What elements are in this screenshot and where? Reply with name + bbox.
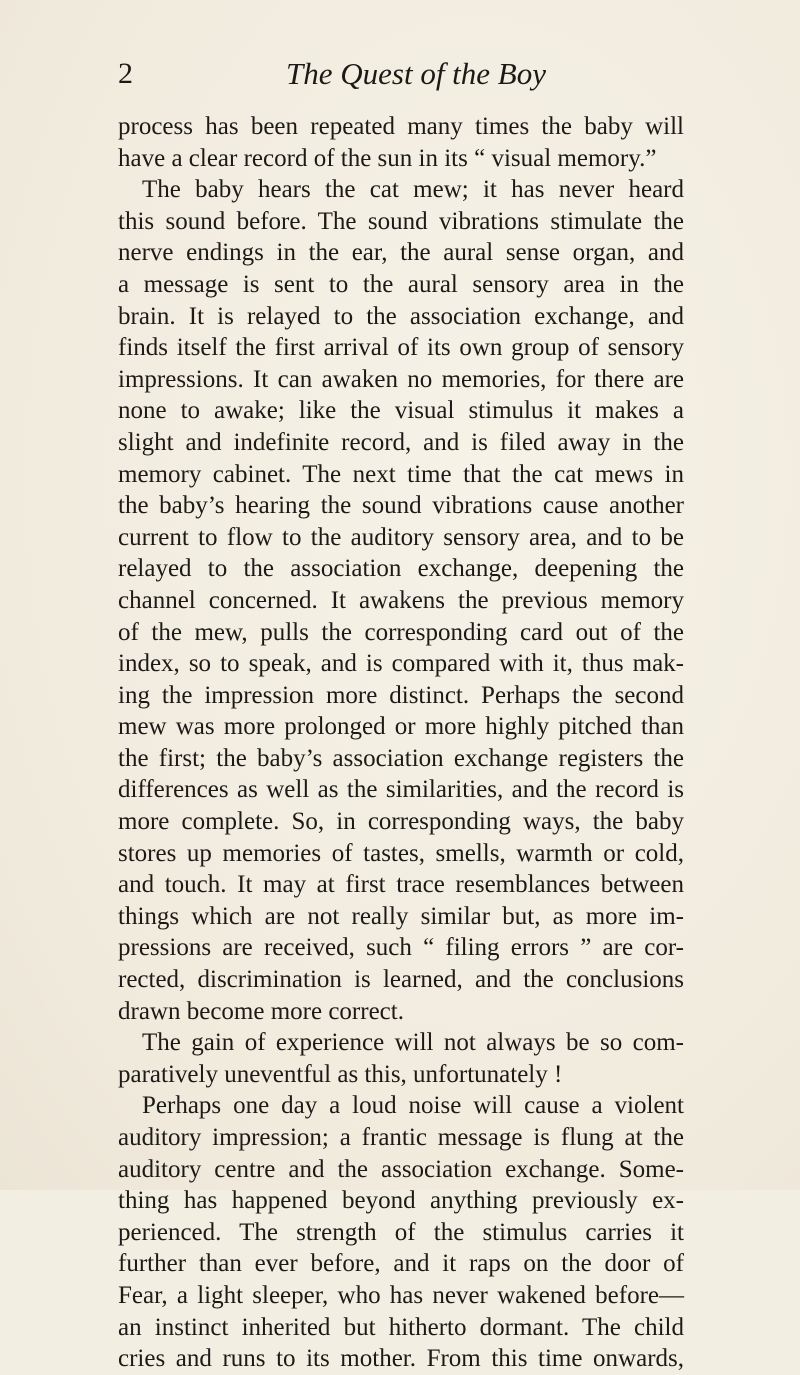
text-line: more complete. So, in corresponding ways, the baby <box>118 808 684 836</box>
text-line: relayed to the association exchange, deepening the <box>118 555 684 583</box>
text-line: pressions are received, such “ filing errors ” are cor- <box>118 934 684 962</box>
text-line: impressions. It can awaken no memories, for there are <box>118 365 684 393</box>
text-line: an instinct inherited but hitherto dormant. The child <box>118 1313 684 1341</box>
text-line: cries and runs to its mother. From this time onwards, <box>118 1345 684 1373</box>
text-line: process has been repeated many times the baby will <box>118 113 684 140</box>
text-line: stores up memories of tastes, smells, warmth or cold, <box>118 839 684 867</box>
text-line: perienced. The strength of the stimulus carries it <box>118 1218 684 1246</box>
text-line: auditory impression; a frantic message is flung at the <box>118 1124 684 1151</box>
page-header <box>118 54 682 98</box>
body-text <box>118 111 684 1375</box>
text-line: further than ever before, and it raps on the door of <box>118 1250 684 1278</box>
page-number: 2 <box>118 57 133 90</box>
text-line: The gain of experience will not always be so com- <box>142 1029 684 1057</box>
text-line: and touch. It may at first trace resemblances between <box>118 871 684 899</box>
text-line: slight and indefinite record, and is filed away in the <box>118 428 684 456</box>
text-line: index, so to speak, and is compared with it, thus mak- <box>118 650 684 678</box>
text-line: of the mew, pulls the corresponding card out of the <box>118 618 684 646</box>
text-line: current to flow to the auditory sensory area, and to be <box>118 523 684 551</box>
text-line: none to awake; like the visual stimulus it makes a <box>118 397 684 425</box>
text-line: the first; the baby’s association exchange registers the <box>118 744 684 772</box>
text-line: The baby hears the cat mew; it has never heard <box>142 176 684 204</box>
text-line: things which are not really similar but, as more im- <box>118 902 684 930</box>
text-line: ing the impression more distinct. Perhaps the second <box>118 681 684 709</box>
running-head-title: The Quest of the Boy <box>286 56 547 91</box>
text-line: rected, discrimination is learned, and the conclusions <box>118 966 684 994</box>
text-line: Perhaps one day a loud noise will cause a violent <box>142 1092 684 1120</box>
text-line: channel concerned. It awakens the previous memory <box>118 586 684 614</box>
text-line: a message is sent to the aural sensory area in the <box>118 270 684 298</box>
text-line: finds itself the first arrival of its own group of sensory <box>118 334 684 362</box>
text-line: differences as well as the similarities, and the record is <box>118 776 684 804</box>
text-line: memory cabinet. The next time that the cat mews in <box>118 460 684 488</box>
text-line: have a clear record of the sun in its “ visual memory.” <box>118 144 657 172</box>
text-line: Fear, a light sleeper, who has never wakened before— <box>118 1281 684 1309</box>
text-line: drawn become more correct. <box>118 997 404 1025</box>
text-line: auditory centre and the association exchange. Some- <box>118 1155 684 1183</box>
text-line: brain. It is relayed to the association exchange, and <box>118 302 684 330</box>
text-line: this sound before. The sound vibrations stimulate the <box>118 207 684 235</box>
text-line: the baby’s hearing the sound vibrations cause another <box>118 492 684 520</box>
text-line: nerve endings in the ear, the aural sense organ, and <box>118 239 684 267</box>
text-line: mew was more prolonged or more highly pitched than <box>118 713 684 741</box>
text-line: thing has happened beyond anything previously ex- <box>118 1187 684 1215</box>
text-line: paratively uneventful as this, unfortunately ! <box>118 1060 563 1088</box>
